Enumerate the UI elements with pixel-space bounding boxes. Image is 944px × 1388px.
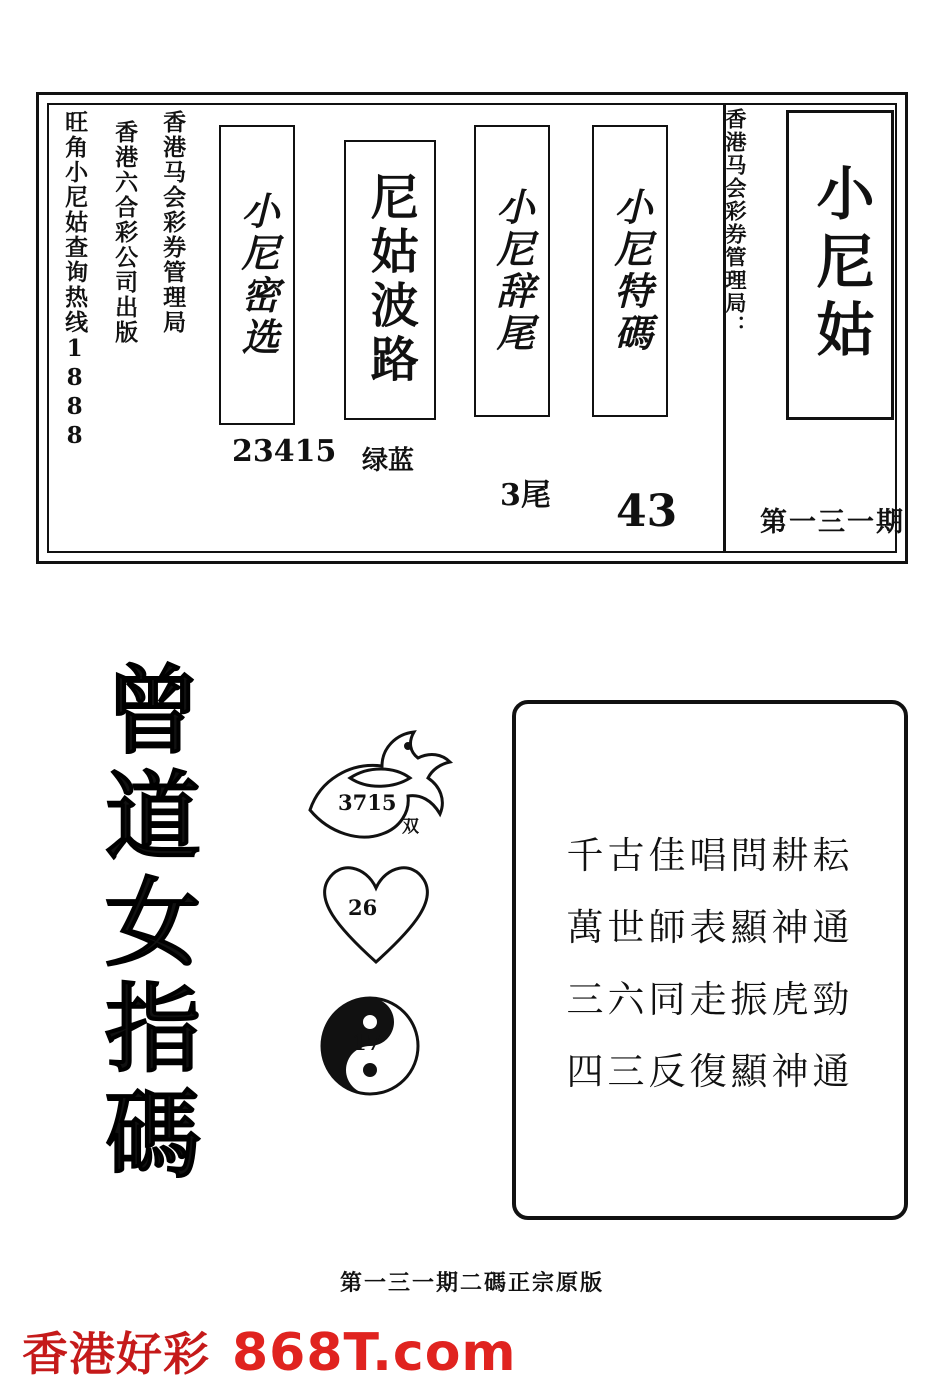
side-column-hotline: 旺角小尼姑查询热线1888 <box>61 110 89 451</box>
yinyang-number: 17 <box>352 1030 382 1055</box>
watermark <box>22 1318 517 1384</box>
value-secret-picks: 23415 <box>232 434 337 469</box>
main-title: 小尼姑 <box>806 163 875 367</box>
poem-line: 萬世師表顯神通 <box>566 906 854 949</box>
dove-number: 3715 <box>338 790 397 815</box>
poem-line: 千古佳唱問耕耘 <box>566 834 854 877</box>
poem-box <box>512 700 908 1220</box>
side-column-authority: 香港马会彩券管理局 <box>159 110 187 335</box>
issue-label: 第一三一期 <box>760 507 905 538</box>
watermark-cn: 香港好彩 <box>22 1327 210 1381</box>
side-column-publisher: 香港六合彩公司出版 <box>111 120 139 345</box>
main-title-box <box>786 110 894 420</box>
symbol-illustrations <box>290 700 470 1120</box>
cell-tail-number: 小尼辞尾 <box>474 125 550 417</box>
poem-line: 四三反復顯神通 <box>566 1050 854 1093</box>
dove-icon <box>310 732 450 837</box>
poem-line: 三六同走振虎勁 <box>566 978 854 1021</box>
value-special-code: 43 <box>616 486 678 537</box>
watermark-en: 868T.com <box>232 1323 517 1383</box>
cell-secret-picks: 小尼密选 <box>219 125 295 425</box>
brand-title: 曾道女指碼 <box>89 660 203 1190</box>
dove-tag: 双 <box>402 817 419 837</box>
value-tail-number: 3尾 <box>500 478 551 513</box>
authority-text-right: 香港马会彩券管理局： <box>723 108 749 338</box>
cell-special-code: 小尼特碼 <box>592 125 668 417</box>
symbol-group <box>290 700 470 1120</box>
cell-wave-color: 尼姑波路 <box>344 140 436 420</box>
heart-number: 26 <box>348 895 378 920</box>
footer-note: 第一三一期二碼正宗原版 <box>339 1270 604 1296</box>
value-wave-color: 绿蓝 <box>362 446 415 476</box>
